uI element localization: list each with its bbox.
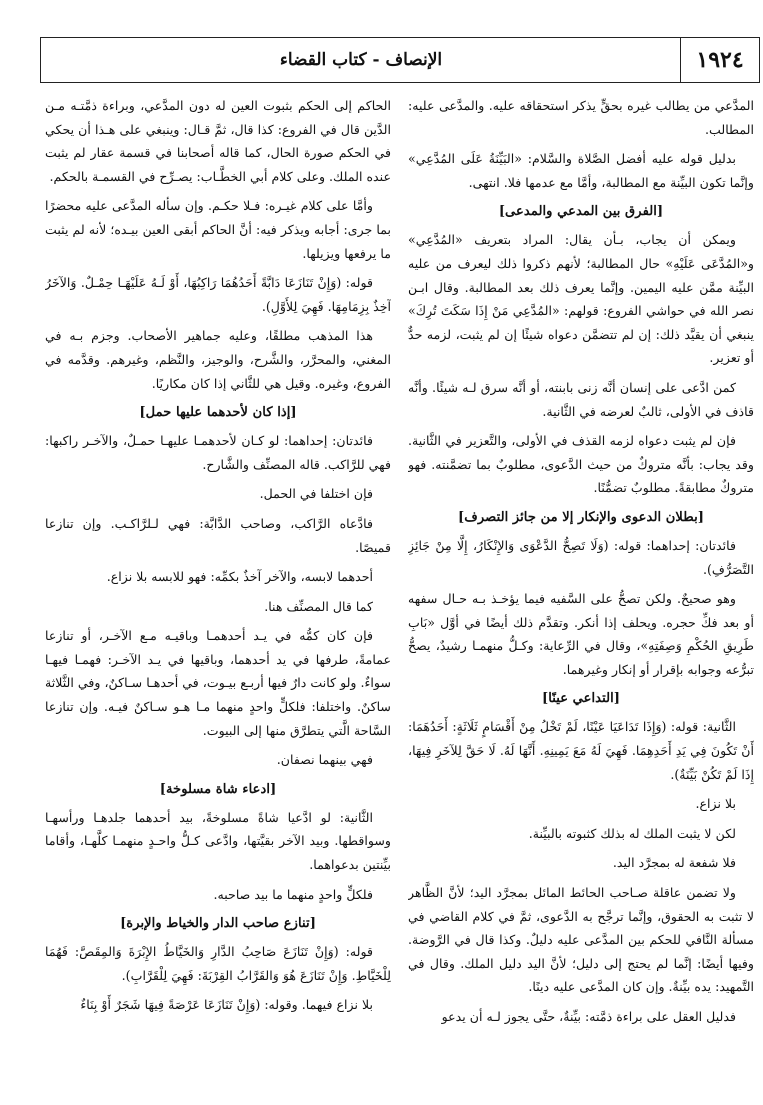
paragraph: فإن اختلفا في الحمل. (259, 486, 373, 502)
paragraph: الحاكم إلى الحكم بثبوت العين له دون المدَّعي، وبراءة ذمَّتـه مـن الدَّين قال في الفروع: كذا قال، ثمَّ قـال: وينبغي على هـذا أن يحكي في الحكم صورة الحال، كما قاله أصحابنا في قسمة عقار لم يثبت عنده الملك. وعلى كلام أبي الخطَّـاب: يصـرِّح في القسمـة بالحكم. (45, 98, 391, 184)
paragraph: الثَّانية: لو ادَّعيا شاةً مسلوخةً، بيد أحدهما جلدهـا ورأسهـا وسواقطها. وبيد الآخر بقيَّتها، وادَّعى كـلُّ واحـدٍ منهمـا كلَّهـا، وأقاما بيِّنتين بدعواهما. (45, 809, 391, 873)
paragraph: بدليل قوله عليه أفضل الصَّلاة والسَّلام: «البَيِّنَةُ عَلَى المُدَّعِي» وإنَّما تكون البيِّنة مع المطالبة، وأمَّا مع عدمها فلا. انتهى. (408, 151, 754, 190)
paragraph: فإن كان كمُّه في يـد أحدهمـا وباقيـه مـع الآخـر، أو تنازعا عمامةً، طرفها في يد أحدهما، وباقيها في يـد الآخـر: فهمـا فيهـا سواءٌ. ولو كانت دارٌ فيها أربـع بيـوت، في أحدهـا سـاكنٌ، وفي الثَّلاثة ساكنٌ. واختلفا: فلكلٍّ واحدٍ منهما مـا هـو سـاكنٌ فيـه. وإن تنازعا السَّاحة الَّتي يتطرَّق منها إلى البيوت. (45, 628, 391, 738)
section-heading: [بطلان الدعوى والإنكار إلا من جائز التصرف] (457, 509, 705, 525)
paragraph: فائدتان: إحداهما: لو كـان لأحدهمـا عليهـا حمـلٌ، والآخـر راكبها: فهي للرَّاكب. قاله المصنِّف والشَّارح. (45, 433, 391, 472)
section-heading: [الفرق بين المدعي والمدعى] (498, 204, 664, 220)
paragraph: فلكلٍّ واحدٍ منهما ما بيد صاحبه. (213, 886, 373, 902)
section-heading: [إذا كان لأحدهما عليها حمل] (139, 405, 297, 421)
paragraph: أحدهما لابسه، والآخر آخذٌ بكمِّه: فهو للابسه بلا نزاع. (106, 569, 373, 585)
paragraph: بلا نزاع فيهما. وقوله: (وَإِنْ تَنَازَعَا عَرْصَةً فِيهَا شَجَرٌ أَوْ بِنَاءٌ (80, 997, 373, 1013)
page-number: ١٩٢٤ (680, 38, 759, 82)
paragraph: قوله: (وَإِنْ تَنَازَعَا دَابَّةً أَحَدُهُمَا رَاكِبُهَا، أَوْ لَـهُ عَلَيْهَـا حِمْـلٌ. وَالآخَرُ آخِذٌ بِزِمَامِهَا. فَهِيَ لِلأَوَّلِ). (45, 275, 391, 314)
paragraph: كما قال المصنِّف هنا. (264, 598, 373, 614)
paragraph: فلا شفعة له بمجرَّد اليد. (612, 855, 736, 871)
paragraph: المدَّعي من يطالب غيره بحقٍّ يذكر استحقاقه عليه. والمدَّعى عليه: المطالب. (408, 98, 754, 137)
paragraph: وهو صحيحٌ. ولكن تصحُّ على السَّفيه فيما يؤخـذ بـه حـال سفهه أو بعد فكِّ حجره. ويحلف إذا أنكر. وتقدَّم ذلك أيضًا في أوَّل «بَابِ طَرِيقِ الحُكْمِ وَصِفَتِهِ»، وقال في الرِّعاية: وكـلُّ منهمـا رشيدٌ، يصحُّ تبرُّعه وجوابه بإقرار أو إنكار وغيرهما. (408, 591, 754, 677)
paragraph: وأمَّا على كلام غيـره: فـلا حكـم. وإن سأله المدَّعى عليه محضرًا بما جرى: أجابه ويذكر فيه: أنَّ الحاكم أبقى العين بيـده؛ لأنه لم يثبت ما يرفعها ويزيلها. (45, 198, 391, 261)
paragraph: فائدتان: إحداهما: قوله: (وَلَا تَصِحُّ الدَّعْوَى وَالإِنْكَارُ، إِلَّا مِنْ جَائِزِ التَّصَرُّفِ). (408, 537, 754, 577)
paragraph: ولا تضمن عاقلة صـاحب الحائط المائل بمجرَّد اليد؛ لأنَّ الظَّاهر لا تثبت به الحقوق، وإنَّما ترجَّح به الدَّعوى، ثمَّ في كلام القاضي في مسألة النَّافي للحكم بين المدَّعى عليه دليلٌ. وكذا قال في الرَّوضة. وفيها أيضًا: إنَّما لم يحتج إلى دليل؛ لأنَّ اليد دليل الملك. وقال في التَّمهيد: يده بيِّنةٌ. وإن كان المدَّعى عليه دينًا. (408, 885, 754, 995)
page-header (40, 37, 760, 83)
paragraph: فادَّعاه الرَّاكب، وصاحب الدَّابَّة: فهي لـلرَّاكـب. وإن تنازعا قميصًا. (45, 515, 391, 555)
left-column (45, 94, 391, 1094)
paragraph: فهي بينهما نصفان. (276, 752, 373, 768)
paragraph: لكن لا يثبت الملك له بذلك كثبوته بالبيِّنة. (528, 825, 736, 841)
right-column (408, 94, 754, 1094)
paragraph: فدليل العقل على براءة ذمَّته: بيِّنةٌ، حتَّى يجوز لـه أن يدعو (441, 1009, 736, 1024)
paragraph: فإن لم يثبت دعواه لزمه القذف في الأولى، والتَّعزير في الثَّانية. وقد يجاب: بأنَّه متروكٌ من حيث الدَّعوى، مطلوبٌ بما تضمَّنته. فهو متروكٌ مطابقةً. مطلوبٌ تضمُّنًا. (408, 433, 754, 496)
running-title: الإنصاف - كتاب القضاء (279, 50, 443, 70)
paragraph: بلا نزاع. (695, 796, 736, 812)
section-heading: [ادعاء شاة مسلوخة] (159, 781, 277, 797)
section-heading: [تنازع صاحب الدار والخياط والإبرة] (120, 916, 316, 932)
section-heading: [التداعي عينًا] (541, 691, 621, 707)
paragraph: هذا المذهب مطلقًا، وعليه جماهير الأصحاب. وجزم بـه في المغني، والمحرَّر، والشَّرح، والوجيز، والنَّظم، وغيرهم. وقدَّمه في الفروع، وغيره. وقيل هي للثَّاني إذا كان مكاريًا. (45, 328, 391, 391)
paragraph: الثَّانية: قوله: (وَإِذَا تَدَاعَيَا عَيْنًا، لَمْ تَخْلُ مِنْ أَقْسَامٍ ثَلَاثَةٍ: أَحَدُهَمَا: أَنْ تَكُونَ فِي يَدِ أَحَدِهِمَا. فَهِيَ لَهُ مَعَ يَمِينِهِ. أَنَّهَا لَهُ. لَا حَقَّ لِلآخَرِ فِيهَا، إِذَا لَمْ تَكُنْ بَيِّنَةٌ). (408, 719, 754, 782)
paragraph: قوله: (وَإِنْ تَنَازَعَ صَاحِبُ الدَّارِ وَالخَيَّاطُ الإِبْرَةَ وَالمِقَصَّ: فَهُمَا لِلْخَيَّاطِ. وَإِنْ تَنَازَعَ هُوَ وَالقَرَّابُ القِرْبَةَ: فَهِيَ لِلْقَرَّابِ). (45, 944, 391, 983)
paragraph: كمن ادَّعى على إنسان أنَّه زنى بابنته، أو أنَّه سرق لـه شيئًا. وأنَّه قاذف في الأولى، ثالبٌ لعرضه في الثَّانية. (408, 379, 754, 419)
paragraph: ويمكن أن يجاب، بـأن يقال: المراد بتعريف «المُدَّعِي» و«المُدَّعَى عَلَيْهِ» حال المطالبة؛ لأنهم ذكروا ذلك ليعرف من عليه البيِّنة ممَّن عليه اليمين. وإنَّما يعرف ذلك بعد المطالبة. وقال ابـن نصر الله في حواشي الفروع: قولهم: «المُدَّعِي مَنْ إِذَا سَكَتَ تُرِكَ» ينبغي أن يقيَّد ذلك: إن لم تتضمَّن دعواه شيئًا إن لم يثبت، لزمه حدٌّ أو تعزير. (408, 232, 754, 366)
